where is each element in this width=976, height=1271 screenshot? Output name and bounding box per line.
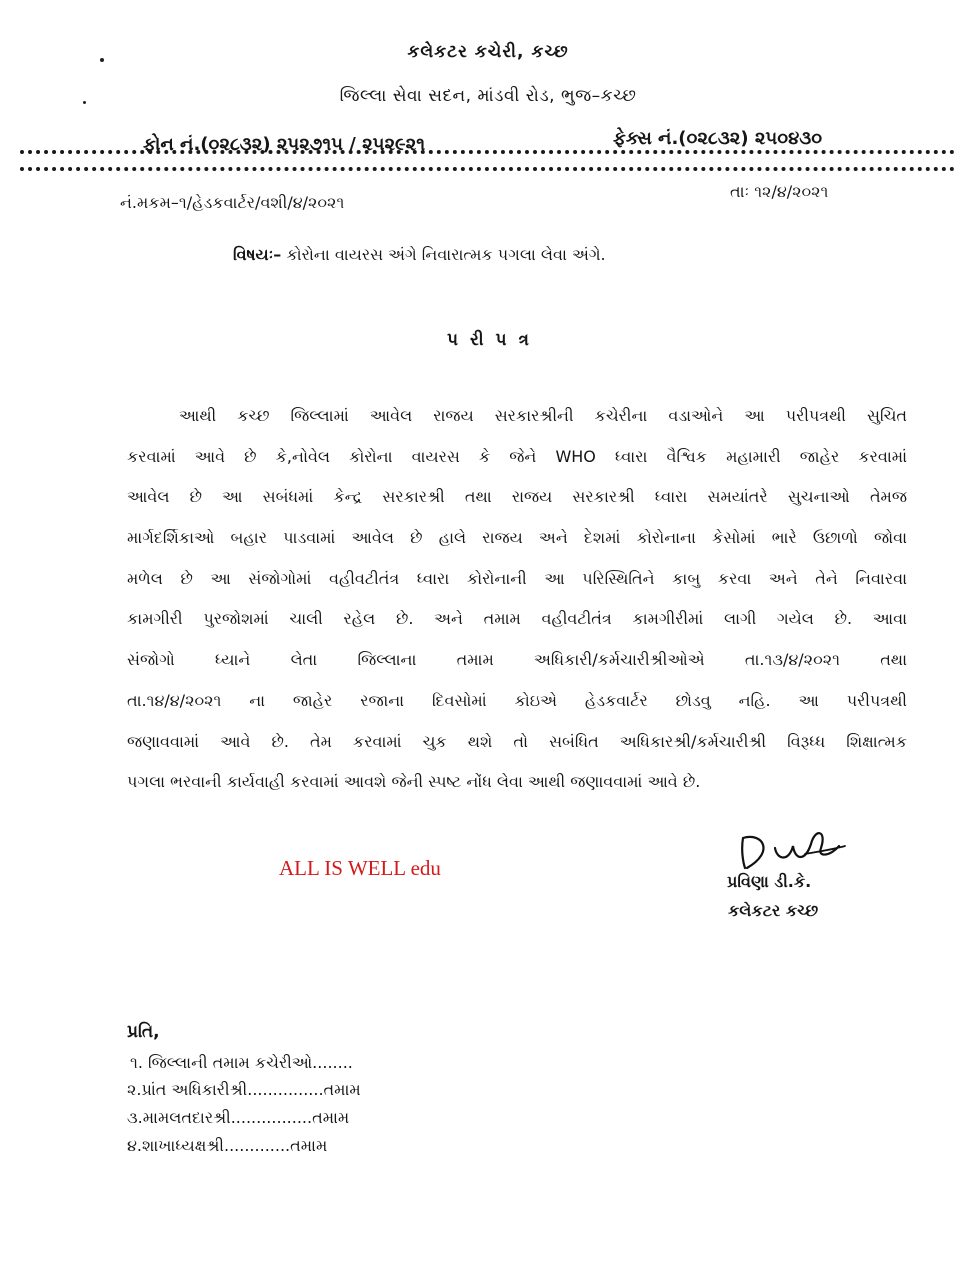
watermark-text: ALL IS WELL edu (279, 856, 441, 880)
dotted-divider (20, 150, 955, 154)
letter-date: તાઃ ૧૨/૪/૨૦૨૧ (730, 182, 829, 201)
circular-title: પ રી પ ત્ર (447, 330, 529, 350)
reference-number: નં.મકમ–૧/હેડકવાર્ટર/વશી/૪/૨૦૨૧ (120, 193, 345, 212)
recipient-item: ૨.પ્રાંત અધિકારીશ્રી...............તમામ (127, 1080, 361, 1099)
recipient-item: ૩.મામલતદારશ્રી................તમામ (127, 1108, 350, 1127)
handwritten-signature (735, 826, 855, 878)
letterhead-phone: ફોન નં.(૦૨૮૩૨) ૨૫૨૭૧૫ / ૨૫૨૯૨૧ (143, 134, 426, 155)
body-line: તા.૧૪/૪/૨૦૨૧ ના જાહેર રજાના દિવસોમાં કોઇએ હેડકવાર્ટર છોડવુ નહિ. આ પરીપત્રથી (127, 690, 907, 710)
body-line: પગલા ભરવાની કાર્યવાહી કરવામાં આવશે જેની સ્પષ્ટ નોંધ લેવા આથી જણાવવામાં આવે છે. (127, 772, 701, 792)
signatory-name: પ્રવિણા ડી.કે. (727, 872, 812, 891)
recipient-item: ૧. જિલ્લાની તમામ કચેરીઓ........ (130, 1053, 353, 1072)
signatory-designation: કલેકટર કચ્છ (728, 901, 819, 920)
body-line: કરવામાં આવે છે કે,નોવેલ કોરોના વાયરસ કે જેને WHO ધ્વારા વૈશ્વિક મહામારી જાહેર કરવામાં (127, 446, 907, 466)
recipients-heading: પ્રતિ, (127, 1022, 160, 1042)
body-line: જણાવવામાં આવે છે. તેમ કરવામાં ચુક થશે તો સબંધિત અધિકારશ્રી/કર્મચારીશ્રી વિરૂધ્ધ શિક્ષાત્મક (127, 731, 907, 751)
recipient-item: ૪.શાખાધ્યક્ષશ્રી.............તમામ (127, 1136, 328, 1155)
body-line: આવેલ છે આ સબંધમાં કેન્દ્ર સરકારશ્રી તથા રાજય સરકારશ્રી ધ્વારા સમયાંતરે સુચનાઓ તેમજ (127, 487, 907, 507)
body-line: મળેલ છે આ સંજોગોમાં વહીવટીતંત્ર ધ્વારા કોરોનાની આ પરિસ્થિતિને કાબુ કરવા અને તેને નિવારવા (127, 568, 907, 588)
dotted-divider (20, 167, 955, 171)
letterhead-address: જિલ્લા સેવા સદન, માંડવી રોડ, ભુજ–કચ્છ (339, 86, 637, 106)
body-line: કામગીરી પુરજોશમાં ચાલી રહેલ છે. અને તમામ વહીવટીતંત્ર કામગીરીમાં લાગી ગયેલ છે. આવા (127, 609, 907, 629)
body-line: માર્ગદર્શિકાઓ બહાર પાડવામાં આવેલ છે હાલે રાજય અને દેશમાં કોરોનાના કેસોમાં ભારે ઉછાળો જોવા (127, 528, 907, 548)
subject-line (233, 245, 606, 265)
body-line: આથી કચ્છ જિલ્લામાં આવેલ રાજય સરકારશ્રીની કચેરીના વડાઓને આ પરીપત્રથી સુચિત (179, 406, 907, 425)
body-line: સંજોગો ધ્યાને લેતા જિલ્લાના તમામ અધિકારી/કર્મચારીશ્રીઓએ તા.૧૩/૪/૨૦૨૧ તથા (127, 650, 907, 670)
subject-text: કોરોના વાયરસ અંગે નિવારાત્મક પગલા લેવા અંગે. (286, 245, 606, 264)
letterhead-office: કલેકટર કચેરી, કચ્છ (407, 42, 569, 62)
subject-label: વિષયઃ– (233, 245, 282, 264)
letterhead-fax: ફેક્સ નં.(૦૨૮૩૨) ૨૫૦૪૩૦ (613, 128, 823, 149)
body-paragraph (127, 396, 907, 803)
